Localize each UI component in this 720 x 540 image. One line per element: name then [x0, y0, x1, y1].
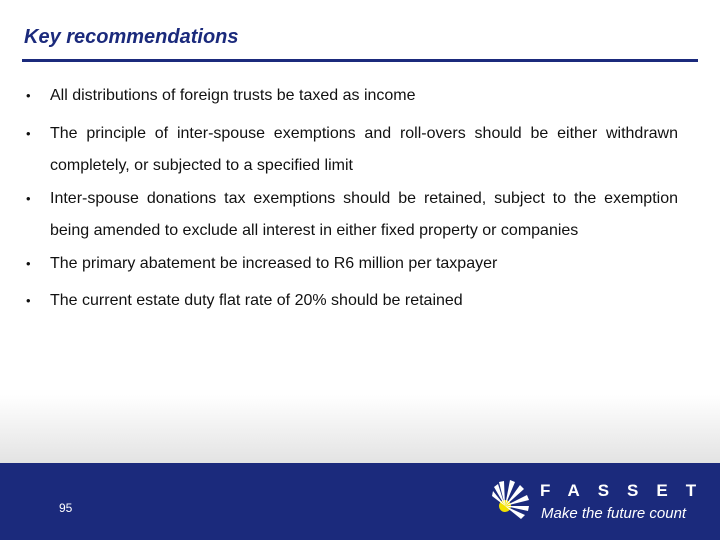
brand-tagline: Make the future count [541, 505, 687, 522]
bullet-icon: • [26, 88, 31, 103]
bullet-text: All distributions of foreign trusts be taxed as income [50, 87, 416, 104]
page-number: 95 [59, 501, 73, 515]
bullet-icon: • [26, 255, 31, 271]
list-item [26, 248, 678, 281]
bullet-text: Inter-spouse donations tax exemptions should be retained, subject to the exemption being amended to exclude all interest in either fixed property or companies [50, 189, 678, 239]
list-item [26, 183, 678, 248]
recommendations-list [26, 80, 678, 318]
footer-fade [0, 395, 720, 463]
title-underline [22, 59, 698, 62]
bullet-text: The primary abatement be increased to R6 million per taxpayer [50, 254, 498, 272]
bullet-icon: • [26, 125, 31, 141]
bullet-icon: • [26, 190, 31, 206]
brand-name: FASSET [540, 481, 715, 500]
bullet-text: The principle of inter-spouse exemptions and roll-overs should be either withdrawn completely, or subjected to a specified limit [50, 124, 678, 174]
bullet-icon: • [26, 293, 31, 308]
sunburst-logo-icon [492, 479, 532, 521]
list-item [26, 80, 678, 113]
footer-bar [0, 463, 720, 540]
list-item [26, 285, 678, 318]
slide-title: Key recommendations [24, 26, 239, 48]
bullet-text: The current estate duty flat rate of 20% should be retained [50, 292, 463, 309]
list-item [26, 118, 678, 183]
